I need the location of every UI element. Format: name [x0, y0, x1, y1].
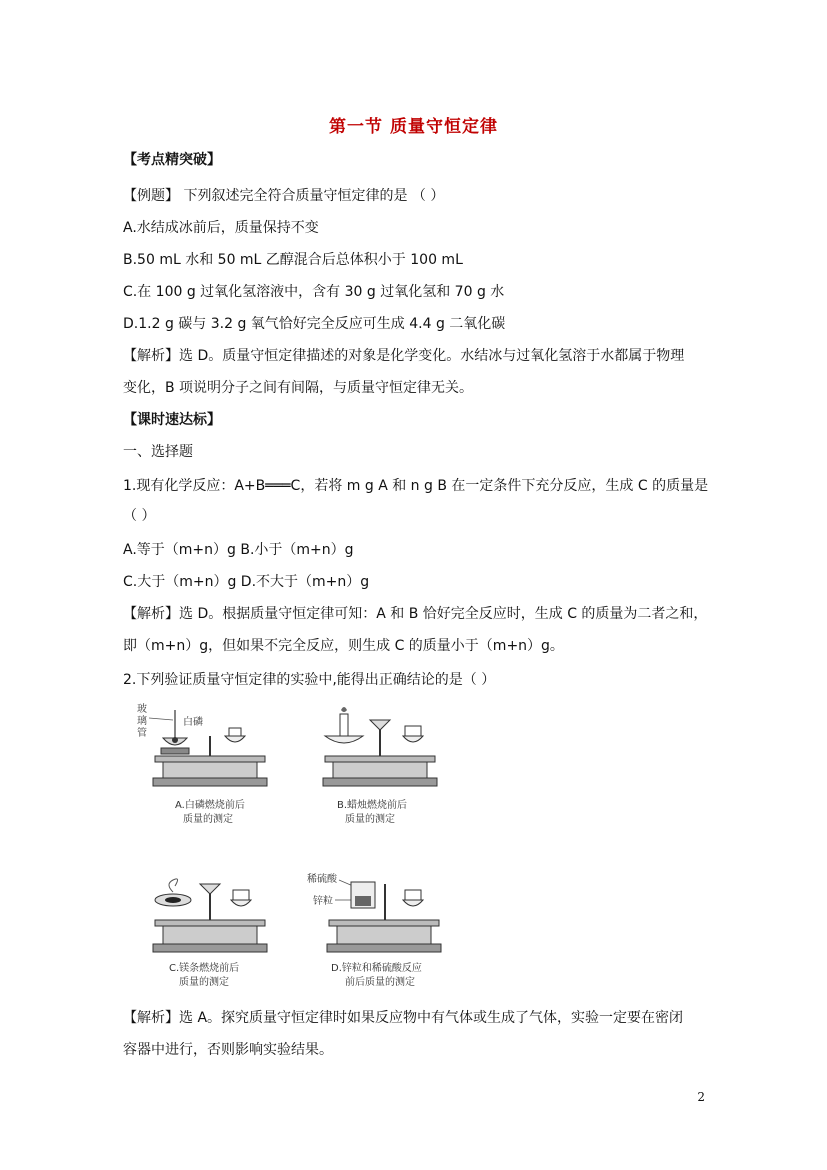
example-option-b: B.50 mL 水和 50 mL 乙醇混合后总体积小于 100 mL	[123, 252, 463, 268]
example-option-d: D.1.2 g 碳与 3.2 g 氧气恰好完全反应可生成 4.4 g 二氧化碳	[123, 316, 506, 332]
figure-d-zinc-acid-balance	[305, 870, 465, 1000]
caption-c-line1: C.镁条燃烧前后	[169, 963, 240, 974]
q2-stem: 2.下列验证质量守恒定律的实验中,能得出正确结论的是（ ）	[123, 672, 496, 688]
svg-text:管: 管	[137, 728, 147, 739]
example-question: 【例题】 下列叙述完全符合质量守恒定律的是 （ ）	[123, 188, 445, 204]
example-analysis-line2: 变化，B 项说明分子之间有间隔，与质量守恒定律无关。	[123, 380, 474, 396]
q2-analysis-line2: 容器中进行，否则影响实验结果。	[123, 1042, 333, 1058]
label-dilute-sulfuric-acid: 稀硫酸	[307, 874, 337, 885]
label-glass-tube-line: 玻	[137, 704, 147, 715]
example-option-a: A.水结成冰前后，质量保持不变	[123, 220, 319, 236]
q1-stem-line2: （ ）	[123, 508, 156, 524]
caption-c-line2: 质量的测定	[179, 977, 229, 988]
caption-a-line2: 质量的测定	[183, 814, 233, 825]
section-heading-points: 【考点精突破】	[123, 152, 221, 168]
label-white-phosphorus: 白磷	[183, 717, 203, 728]
q1-analysis-line1: 【解析】选 D。根据质量守恒定律可知：A 和 B 恰好完全反应时，生成 C 的质量为二者之和，	[123, 606, 708, 622]
q1-options-cd: C.大于（m+n）g D.不大于（m+n）g	[123, 574, 370, 590]
caption-a-line1: A.白磷燃烧前后	[175, 800, 245, 811]
q1-analysis-line2: 即（m+n）g，但如果不完全反应，则生成 C 的质量小于（m+n）g。	[123, 638, 564, 654]
label-zinc-granules: 锌粒	[313, 896, 333, 907]
caption-b-line1: B.蜡烛燃烧前后	[337, 800, 408, 811]
caption-d-line2: 前后质量的测定	[345, 977, 415, 988]
section-heading-practice: 【课时速达标】	[123, 412, 221, 428]
example-analysis-line1: 【解析】选 D。质量守恒定律描述的对象是化学变化。水结冰与过氧化氢溶于水都属于物理	[123, 348, 685, 364]
caption-d-line1: D.锌粒和稀硫酸反应	[331, 963, 422, 974]
q1-options-ab: A.等于（m+n）g B.小于（m+n）g	[123, 542, 354, 558]
q1-stem-line1: 1.现有化学反应：A+B═══C，若将 m g A 和 n g B 在一定条件下充分反应，生成 C 的质量是	[123, 478, 709, 494]
page-title: 第一节 质量守恒定律	[329, 117, 498, 137]
figure-a-phosphorus-balance	[135, 700, 285, 840]
caption-b-line2: 质量的测定	[345, 814, 395, 825]
q2-analysis-line1: 【解析】选 A。探究质量守恒定律时如果反应物中有气体或生成了气体，实验一定要在密闭	[123, 1010, 684, 1026]
example-option-c: C.在 100 g 过氧化氢溶液中，含有 30 g 过氧化氢和 70 g 水	[123, 284, 505, 300]
page-number: 2	[697, 1090, 705, 1104]
figure-c-magnesium-balance	[145, 870, 295, 1000]
part-heading-choice: 一、选择题	[123, 444, 193, 460]
figure-b-candle-balance	[315, 700, 465, 840]
svg-text:璃: 璃	[137, 716, 147, 727]
